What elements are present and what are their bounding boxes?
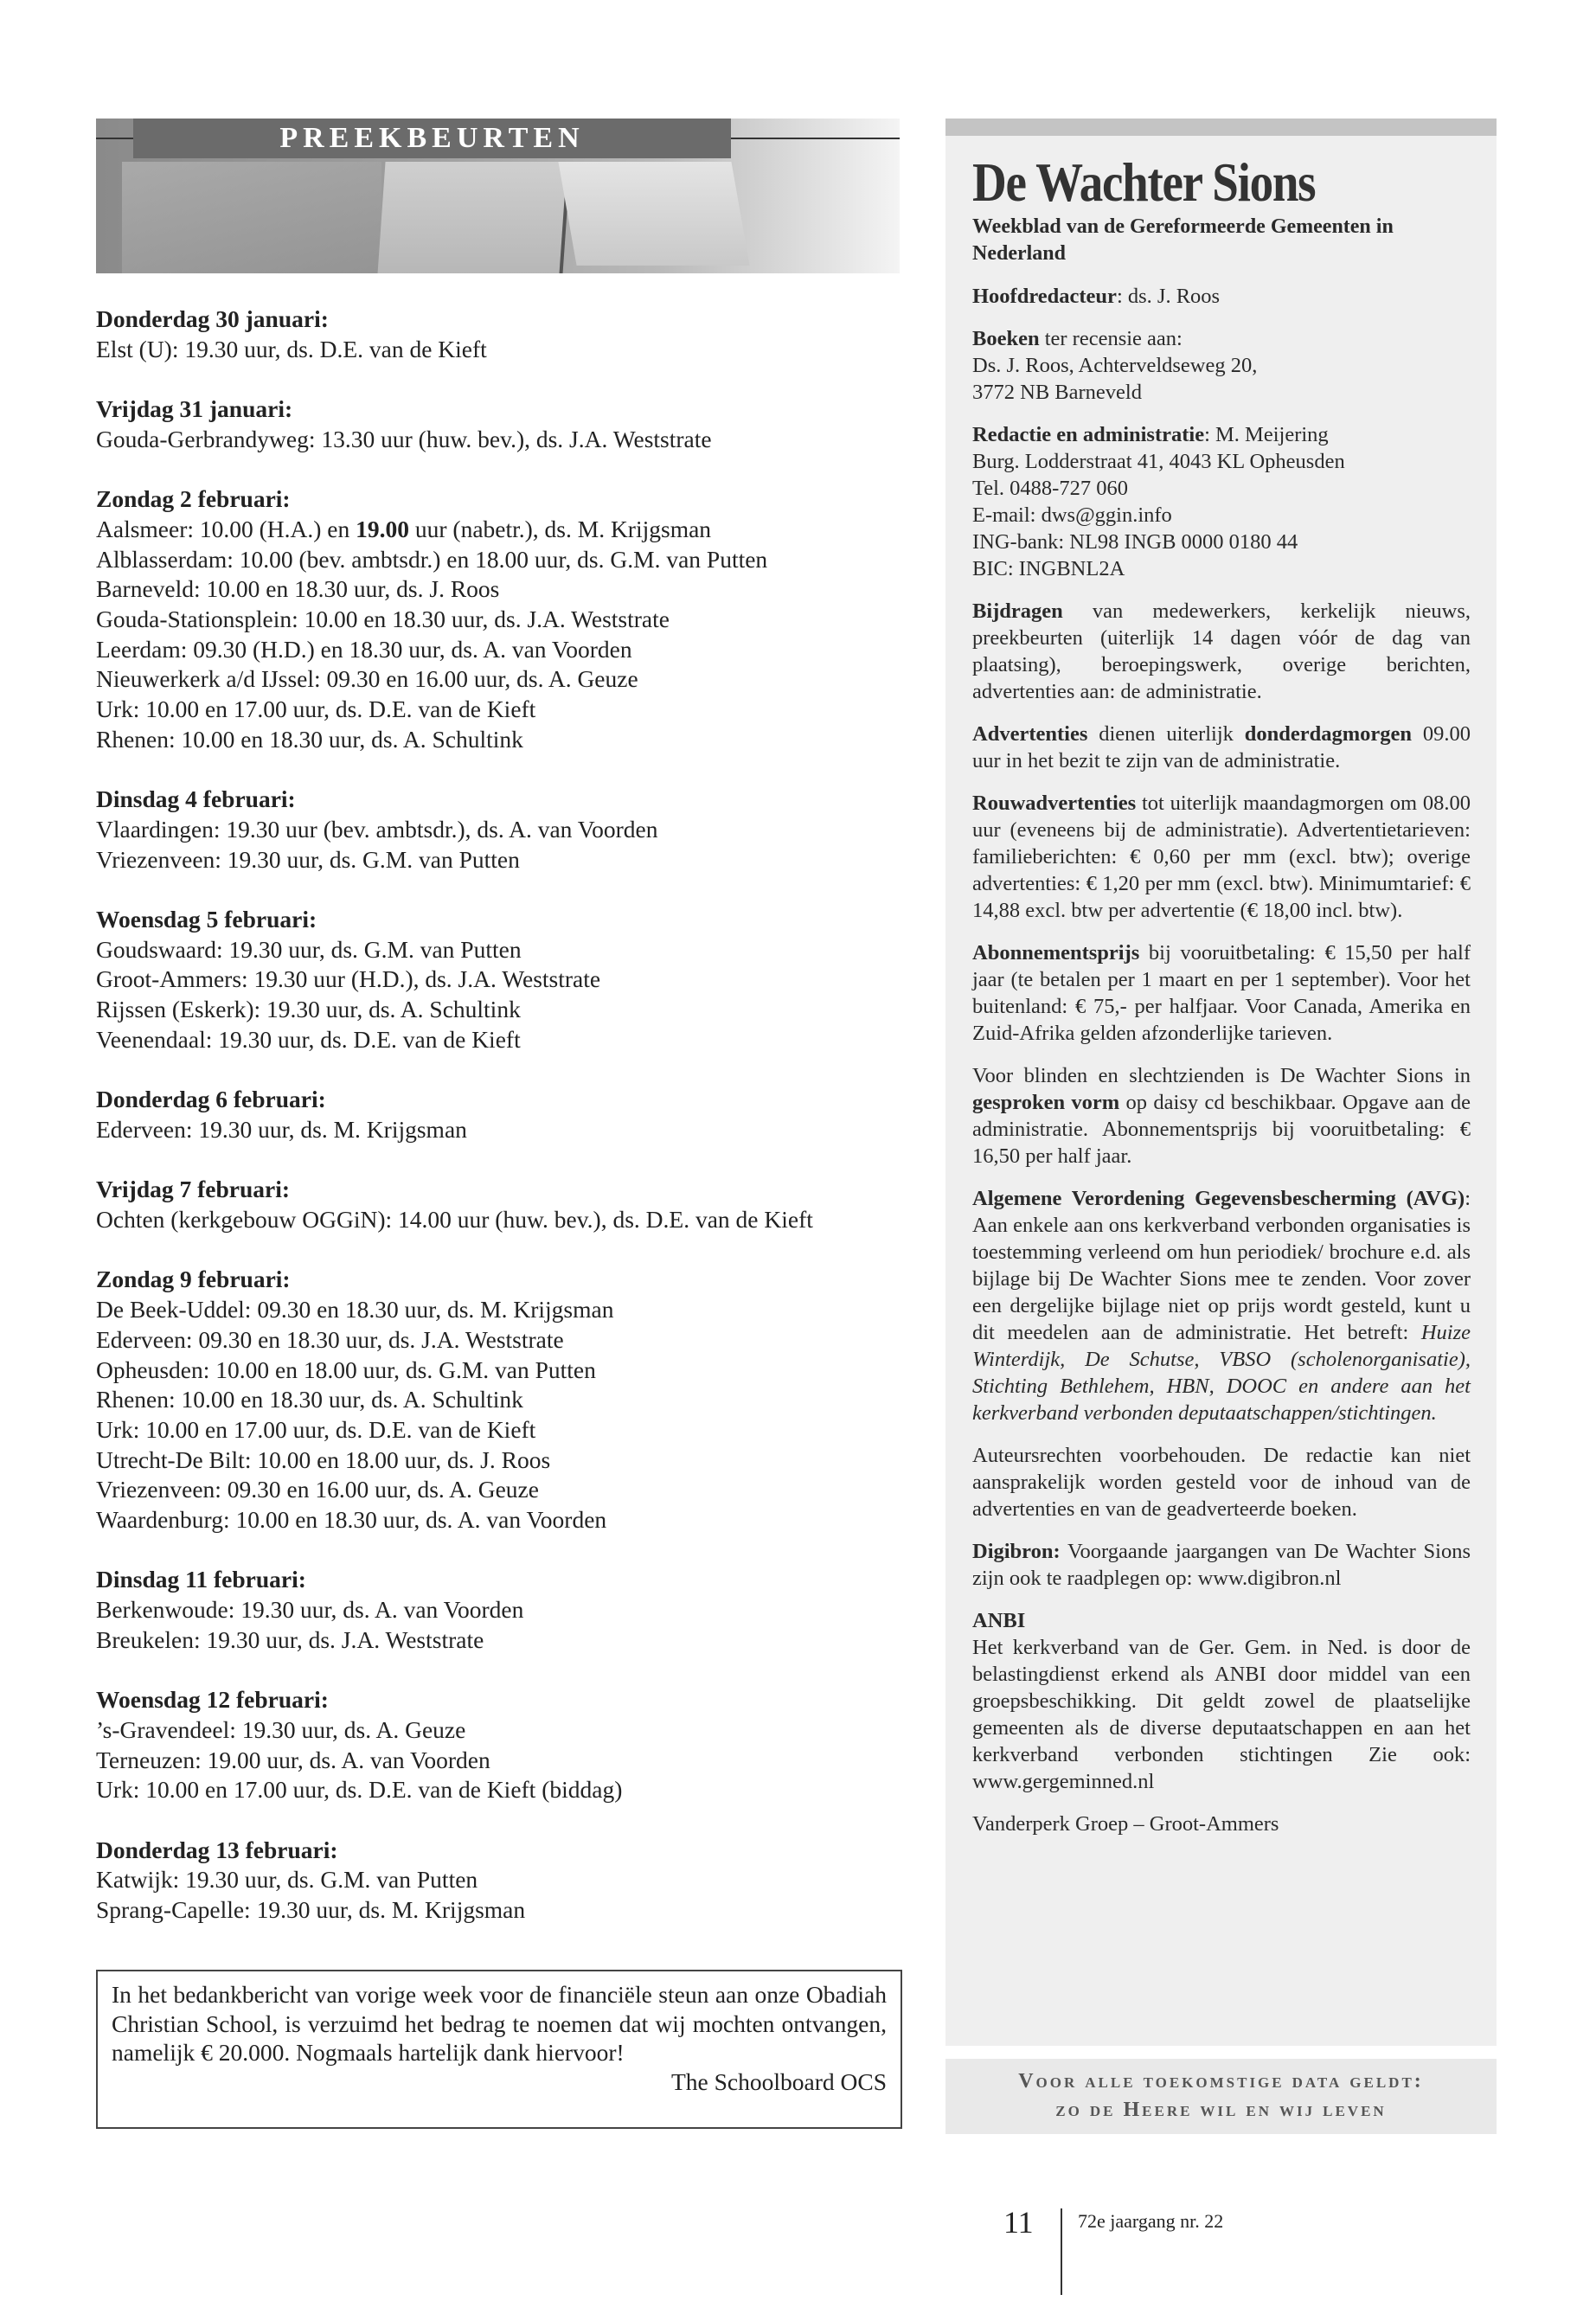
day-heading: Donderdag 6 februari: bbox=[96, 1086, 326, 1113]
service-entry bbox=[96, 965, 909, 995]
text: Ds. J. Roos, Achterveldseweg 20, bbox=[972, 354, 1258, 377]
schedule-day bbox=[96, 905, 909, 1055]
service-entry bbox=[96, 695, 909, 725]
service-entry bbox=[96, 1115, 909, 1145]
colophon-paragraphs bbox=[972, 283, 1471, 1837]
bold-text: Digibron: bbox=[972, 1540, 1061, 1563]
text: op daisy cd beschikbaar. Opgave aan de administratie. Abonnementsprijs bij vooruitbetaling: € 16,50 per half jaar. bbox=[972, 1091, 1471, 1168]
service-entry bbox=[96, 635, 909, 665]
text: Auteursrechten voorbehouden. De redactie kan niet aansprakelijk worden gesteld voor de inhoud van de advertenties en van de geadverteerde boeken. bbox=[972, 1444, 1471, 1521]
service-entry bbox=[96, 605, 909, 635]
bold-text: ANBI bbox=[972, 1609, 1026, 1632]
text: Waardenburg: 10.00 en 18.30 uur, ds. A. van Voorden bbox=[96, 1506, 607, 1534]
thank-you-notice bbox=[96, 1970, 902, 2129]
text: dienen uiterlijk bbox=[1087, 722, 1245, 746]
schedule-day bbox=[96, 1836, 909, 1926]
service-entry bbox=[96, 545, 909, 575]
text: Ederveen: 09.30 en 18.30 uur, ds. J.A. Weststrate bbox=[96, 1325, 564, 1353]
text: Breukelen: 19.30 uur, ds. J.A. Weststrate bbox=[96, 1625, 484, 1653]
service-entry bbox=[96, 574, 909, 605]
motto-line-1: Voor alle toekomstige data geldt: bbox=[1018, 2070, 1424, 2093]
text: Urk: 10.00 en 17.00 uur, ds. D.E. van de Kieft bbox=[96, 1415, 536, 1443]
schedule-day bbox=[96, 1265, 909, 1535]
colophon-paragraph bbox=[972, 283, 1471, 310]
service-entry bbox=[96, 1415, 909, 1445]
text: : ds. J. Roos bbox=[1116, 285, 1221, 308]
text: Leerdam: 09.30 (H.D.) en 18.30 uur, ds. A. van Voorden bbox=[96, 635, 632, 663]
day-heading: Dinsdag 11 februari: bbox=[96, 1566, 306, 1593]
text: Goudswaard: 19.30 uur, ds. G.M. van Putten bbox=[96, 935, 522, 963]
text: E-mail: dws@ggin.info bbox=[972, 503, 1172, 527]
text: van medewerkers, kerkelijk nieuws, preekbeurten (uiterlijk 14 dagen vóór de dag van plaatsing), beroepingswerk, overige berichten, advertenties aan: de administratie. bbox=[972, 599, 1471, 703]
text: ING-bank: NL98 INGB 0000 0180 44 bbox=[972, 530, 1298, 554]
text: Nieuwerkerk a/d IJssel: 09.30 en 16.00 uur, ds. A. Geuze bbox=[96, 665, 638, 693]
text: Burg. Lodderstraat 41, 4043 KL Opheusden bbox=[972, 450, 1345, 473]
notice-text: In het bedankbericht van vorige week voor de financiële steun aan onze Obadiah Christian School, is verzuimd het bedrag te noemen dat wij mochten ontvangen, namelijk € 20.000. Nogmaals hartelijk dank hiervoor! bbox=[112, 1981, 887, 2066]
service-entry bbox=[96, 515, 909, 545]
service-entry bbox=[96, 1205, 909, 1235]
text: Aalsmeer: 10.00 (H.A.) en bbox=[96, 515, 356, 542]
text: Tel. 0488-727 060 bbox=[972, 477, 1128, 500]
colophon-panel bbox=[945, 136, 1497, 2046]
service-entry bbox=[96, 1325, 909, 1356]
motto-line-2: zo de Heere wil en wij leven bbox=[1055, 2099, 1387, 2121]
service-entry bbox=[96, 664, 909, 695]
schedule-day bbox=[96, 484, 909, 754]
bold-text: gesproken vorm bbox=[972, 1091, 1120, 1114]
bold-text: Rouwadvertenties bbox=[972, 792, 1137, 815]
service-entry bbox=[96, 935, 909, 965]
service-entry bbox=[96, 1715, 909, 1746]
bold-text: Advertenties bbox=[972, 722, 1088, 746]
magazine-subtitle: Weekblad van de Gereformeerde Gemeenten in Nederland bbox=[972, 215, 1394, 265]
schedule-day bbox=[96, 1685, 909, 1805]
bold-text: Hoofdredacteur bbox=[972, 285, 1117, 308]
open-book-image bbox=[377, 162, 570, 273]
bold-text: Boeken bbox=[972, 327, 1040, 350]
notice-signature: The Schoolboard OCS bbox=[670, 2067, 887, 2095]
service-entry bbox=[96, 1865, 909, 1895]
day-heading: Vrijdag 7 februari: bbox=[96, 1176, 291, 1203]
text: Alblasserdam: 10.00 (bev. ambtsdr.) en 18.00 uur, ds. G.M. van Putten bbox=[96, 545, 768, 573]
text: : Aan enkele aan ons kerkverband verbonden organisaties is toestemming verleend om hun periodiek/ brochure e.d. als bijlage bij De Wachter Sions mee te zenden. Voor zover een dergelijke bijlage niet op prijs wordt gesteld, kunt u dit meedelen aan de administratie. Het betreft: bbox=[972, 1187, 1471, 1344]
text: Vriezenveen: 19.30 uur, ds. G.M. van Putten bbox=[96, 845, 520, 873]
open-book-image-right bbox=[558, 162, 749, 266]
bold-text: Bijdragen bbox=[972, 599, 1063, 623]
text: Veenendaal: 19.30 uur, ds. D.E. van de Kieft bbox=[96, 1025, 521, 1053]
schedule-day bbox=[96, 1085, 909, 1144]
colophon-paragraph bbox=[972, 1442, 1471, 1522]
service-entry bbox=[96, 1295, 909, 1325]
text: Voorgaande jaargangen van De Wachter Sions zijn ook te raadplegen op: www.digibron.nl bbox=[972, 1540, 1471, 1590]
colophon-paragraph bbox=[972, 1811, 1471, 1837]
colophon-top-bar bbox=[945, 119, 1497, 136]
text: Ederveen: 19.30 uur, ds. M. Krijgsman bbox=[96, 1115, 467, 1143]
service-entry bbox=[96, 1505, 909, 1535]
bold-text: donderdagmorgen bbox=[1244, 722, 1413, 746]
colophon-paragraph bbox=[972, 421, 1471, 582]
day-heading: Donderdag 30 januari: bbox=[96, 305, 329, 332]
banner-image-shadow bbox=[122, 162, 381, 273]
text: 3772 NB Barneveld bbox=[972, 381, 1142, 404]
day-heading: Zondag 9 februari: bbox=[96, 1266, 291, 1293]
day-heading: Woensdag 5 februari: bbox=[96, 906, 317, 933]
text: Utrecht-De Bilt: 10.00 en 18.00 uur, ds. J. Roos bbox=[96, 1445, 551, 1473]
service-entry bbox=[96, 1775, 909, 1805]
service-entry bbox=[96, 725, 909, 755]
text: Opheusden: 10.00 en 18.00 uur, ds. G.M. van Putten bbox=[96, 1356, 596, 1383]
text: ter recensie aan: bbox=[1039, 327, 1183, 350]
service-entry bbox=[96, 425, 909, 455]
text: Urk: 10.00 en 17.00 uur, ds. D.E. van de Kieft (biddag) bbox=[96, 1776, 623, 1804]
day-heading: Woensdag 12 februari: bbox=[96, 1686, 329, 1714]
text: Voor blinden en slechtzienden is De Wachter Sions in bbox=[972, 1064, 1471, 1087]
text: bij vooruitbetaling: € 15,50 per half jaar (te betalen per 1 maart en per 1 september). Voor het buitenland: € 75,- per halfjaar. Voor Canada, Amerika en Zuid-Afrika gelden afzonderlijke tarieven. bbox=[972, 941, 1471, 1045]
schedule-day bbox=[96, 1565, 909, 1655]
text: Katwijk: 19.30 uur, ds. G.M. van Putten bbox=[96, 1866, 478, 1894]
text: Berkenwoude: 19.30 uur, ds. A. van Voorden bbox=[96, 1596, 524, 1624]
text: Rhenen: 10.00 en 18.30 uur, ds. A. Schultink bbox=[96, 1386, 523, 1413]
text: Sprang-Capelle: 19.30 uur, ds. M. Krijgsman bbox=[96, 1896, 526, 1924]
footer-divider bbox=[1061, 2208, 1062, 2295]
text: Ochten (kerkgebouw OGGiN): 14.00 uur (huw. bev.), ds. D.E. van de Kieft bbox=[96, 1206, 813, 1233]
text: Gouda-Stationsplein: 10.00 en 18.30 uur, ds. J.A. Weststrate bbox=[96, 606, 670, 632]
text: : M. Meijering bbox=[1204, 423, 1329, 446]
text: Gouda-Gerbrandyweg: 13.30 uur (huw. bev.), ds. J.A. Weststrate bbox=[96, 425, 712, 452]
preekbeurten-banner bbox=[96, 119, 900, 273]
text: 09.00 uur in het bezit te zijn van de administratie. bbox=[972, 722, 1471, 772]
colophon-paragraph bbox=[972, 1185, 1471, 1426]
colophon-paragraph bbox=[972, 721, 1471, 774]
bold-text: Abonnementsprijs bbox=[972, 941, 1140, 965]
text: Rijssen (Eskerk): 19.30 uur, ds. A. Schultink bbox=[96, 996, 521, 1023]
text: Rhenen: 10.00 en 18.30 uur, ds. A. Schultink bbox=[96, 725, 523, 753]
italic-text: Huize Winterdijk, De Schutse, VBSO (scholenorganisatie), Stichting Bethlehem, HBN, DOOC en andere aan het kerkverband verbonden deputaatschappen/stichtingen. bbox=[972, 1321, 1471, 1425]
colophon-paragraph bbox=[972, 598, 1471, 705]
day-heading: Donderdag 13 februari: bbox=[96, 1836, 338, 1863]
service-entry bbox=[96, 335, 909, 365]
schedule-day bbox=[96, 394, 909, 454]
text: Groot-Ammers: 19.30 uur (H.D.), ds. J.A. Weststrate bbox=[96, 965, 601, 993]
sermon-schedule bbox=[96, 304, 909, 1956]
service-entry bbox=[96, 1356, 909, 1386]
colophon-paragraph bbox=[972, 325, 1471, 406]
text: uur (nabetr.), ds. M. Krijgsman bbox=[409, 515, 712, 542]
service-entry bbox=[96, 1625, 909, 1656]
bold-text: 19.00 bbox=[356, 515, 409, 542]
service-entry bbox=[96, 1895, 909, 1926]
service-entry bbox=[96, 815, 909, 845]
service-entry bbox=[96, 845, 909, 875]
text: Het kerkverband van de Ger. Gem. in Ned. is door de belastingdienst erkend als ANBI door middel van een groepsbeschikking. Dit geldt zowel de plaatselijke gemeenten als de diverse deputaatschappen en aan het kerkverband verbonden stichtingen Zie ook: www.gergeminned.nl bbox=[972, 1636, 1471, 1793]
schedule-day bbox=[96, 785, 909, 875]
text: Barneveld: 10.00 en 18.30 uur, ds. J. Roos bbox=[96, 575, 500, 603]
colophon-paragraph bbox=[972, 790, 1471, 924]
colophon-paragraph bbox=[972, 1538, 1471, 1592]
service-entry bbox=[96, 1475, 909, 1505]
colophon-paragraph bbox=[972, 939, 1471, 1047]
magazine-title: De Wachter Sions bbox=[972, 151, 1316, 213]
colophon-paragraph bbox=[972, 1062, 1471, 1170]
text: De Beek-Uddel: 09.30 en 18.30 uur, ds. M. Krijgsman bbox=[96, 1296, 614, 1324]
service-entry bbox=[96, 1595, 909, 1625]
service-entry bbox=[96, 1746, 909, 1776]
text: tot uiterlijk maandagmorgen om 08.00 uur (eveneens bij de administratie). Advertentietarieven: familieberichten: € 0,60 per mm (excl. btw); overige advertenties: € 1,20 per mm (excl. btw). Minimumtarief: € 14,88 excl. btw per advertentie (€ 18,00 incl. btw). bbox=[972, 792, 1471, 922]
service-entry bbox=[96, 1385, 909, 1415]
text: BIC: INGBNL2A bbox=[972, 557, 1125, 580]
schedule-day bbox=[96, 1175, 909, 1234]
bold-text: Redactie en administratie bbox=[972, 423, 1205, 446]
text: Vriezenveen: 09.30 en 16.00 uur, ds. A. Geuze bbox=[96, 1476, 539, 1503]
service-entry bbox=[96, 1025, 909, 1055]
day-heading: Vrijdag 31 januari: bbox=[96, 395, 293, 423]
page-number: 11 bbox=[1003, 2205, 1034, 2240]
section-title: PREEKBEURTEN bbox=[133, 119, 731, 158]
text: Elst (U): 19.30 uur, ds. D.E. van de Kieft bbox=[96, 335, 487, 362]
text: Vlaardingen: 19.30 uur (bev. ambtsdr.), ds. A. van Voorden bbox=[96, 815, 658, 843]
service-entry bbox=[96, 995, 909, 1025]
text: Vanderperk Groep – Groot-Ammers bbox=[972, 1812, 1279, 1836]
colophon-paragraph bbox=[972, 1607, 1471, 1795]
bold-text: Algemene Verordening Gegevensbescherming (AVG) bbox=[972, 1187, 1465, 1210]
schedule-day bbox=[96, 304, 909, 364]
service-entry bbox=[96, 1445, 909, 1476]
day-heading: Zondag 2 februari: bbox=[96, 485, 291, 513]
motto-box bbox=[945, 2059, 1497, 2134]
issue-info: 72e jaargang nr. 22 bbox=[1078, 2210, 1224, 2232]
text: Terneuzen: 19.00 uur, ds. A. van Voorden bbox=[96, 1746, 490, 1773]
text: Urk: 10.00 en 17.00 uur, ds. D.E. van de Kieft bbox=[96, 695, 536, 723]
day-heading: Dinsdag 4 februari: bbox=[96, 785, 296, 813]
text: ’s-Gravendeel: 19.30 uur, ds. A. Geuze bbox=[96, 1715, 466, 1743]
